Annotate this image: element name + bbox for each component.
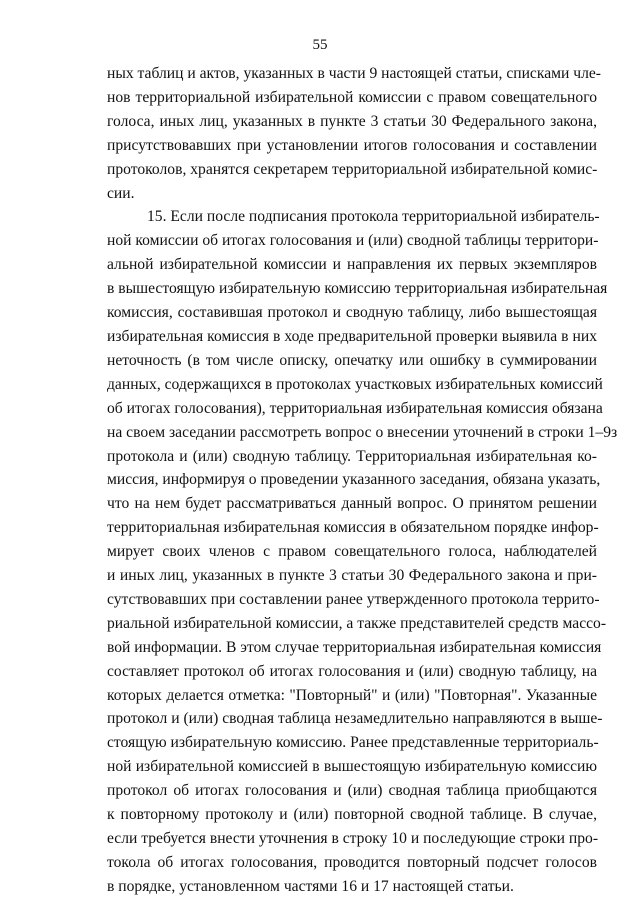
text-line: вой информации. В этом случае территориальная избирательная комиссия — [107, 638, 602, 656]
text-line: к повторному протоколу и (или) повторной сводной таблице. В случае, — [107, 806, 597, 824]
text-line: ных таблиц и актов, указанных в части 9 настоящей статьи, списками чле- — [107, 65, 601, 82]
text-line: комиссия, составившая протокол и сводную таблицу, либо вышестоящая — [107, 304, 597, 322]
text-line: токола об итогах голосования, проводится повторный подсчет голосов — [107, 853, 597, 871]
text-line: об итогах голосования), территориальная избирательная комиссия обязана — [107, 399, 603, 417]
text-line: риальной избирательной комиссии, а также представителей средств массо- — [107, 614, 607, 632]
document-body — [107, 62, 618, 899]
text-line: сии. — [107, 184, 135, 202]
text-line: сутствовавших при составлении ранее утвержденного протокола террито- — [107, 590, 600, 608]
text-line: протоколов, хранятся секретарем территориальной избирательной комис- — [107, 160, 598, 178]
text-line: которых делается отметка: "Повторный" и (или) "Повторная". Указанные — [107, 686, 597, 704]
text-line: территориальная избирательная комиссия в обязательном порядке инфор- — [107, 519, 599, 537]
page-number: 55 — [312, 37, 328, 53]
text-line: что на нем будет рассматриваться данный вопрос. О принятом решении — [107, 495, 597, 513]
text-line: 15. Если после подписания протокола территориальной избиратель- — [147, 208, 600, 226]
text-line: избирательная комиссия в ходе предварительной проверки выявила в них — [107, 327, 597, 345]
text-line: протокола и (или) сводную таблицу. Территориальная избирательная ко- — [107, 447, 597, 465]
text-line: присутствовавших при установлении итогов голосования и составлении — [107, 136, 597, 154]
text-line: мирует своих членов с правом совещательного голоса, наблюдателей — [107, 543, 597, 561]
text-line: ной комиссии об итогах голосования и (или) сводной таблицы территори- — [107, 232, 599, 250]
text-line: неточность (в том числе описку, опечатку или ошибку в суммировании — [107, 351, 597, 369]
text-line: альной избирательной комиссии и направления их первых экземпляров — [107, 256, 597, 274]
text-line: протокол об итогах голосования и (или) сводная таблица приобщаются — [107, 782, 597, 800]
text-line: и иных лиц, указанных в пункте 3 статьи 30 Федерального закона и при- — [107, 567, 597, 585]
paragraph-14-tail — [107, 62, 601, 205]
text-line: ной избирательной комиссией в вышестоящую избирательную комиссию — [107, 758, 597, 776]
text-line: в порядке, установленном частями 16 и 17 настоящей статьи. — [107, 877, 514, 895]
text-line: стоящую избирательную комиссию. Ранее представленные территориаль- — [107, 734, 599, 752]
text-line: в вышестоящую избирательную комиссию территориальная избирательная — [107, 280, 608, 298]
text-line: миссия, информируя о проведении указанного заседания, обязана указать, — [107, 471, 601, 489]
text-line: если требуется внести уточнения в строку 10 и последующие строки про- — [107, 830, 599, 847]
text-line: данных, содержащихся в протоколах участковых избирательных комиссий — [107, 375, 603, 393]
text-line: на своем заседании рассмотреть вопрос о внесении уточнений в строки 1–9з — [107, 423, 618, 441]
text-line: протокол и (или) сводная таблица незамедлительно направляются в выше- — [107, 710, 603, 728]
paragraph-15 — [107, 205, 618, 898]
text-line: голоса, иных лиц, указанных в пункте 3 статьи 30 Федерального закона, — [107, 112, 597, 130]
text-line: составляет протокол об итогах голосования и (или) сводную таблицу, на — [107, 662, 597, 680]
text-line: нов территориальной избирательной комиссии с правом совещательного — [107, 88, 597, 106]
